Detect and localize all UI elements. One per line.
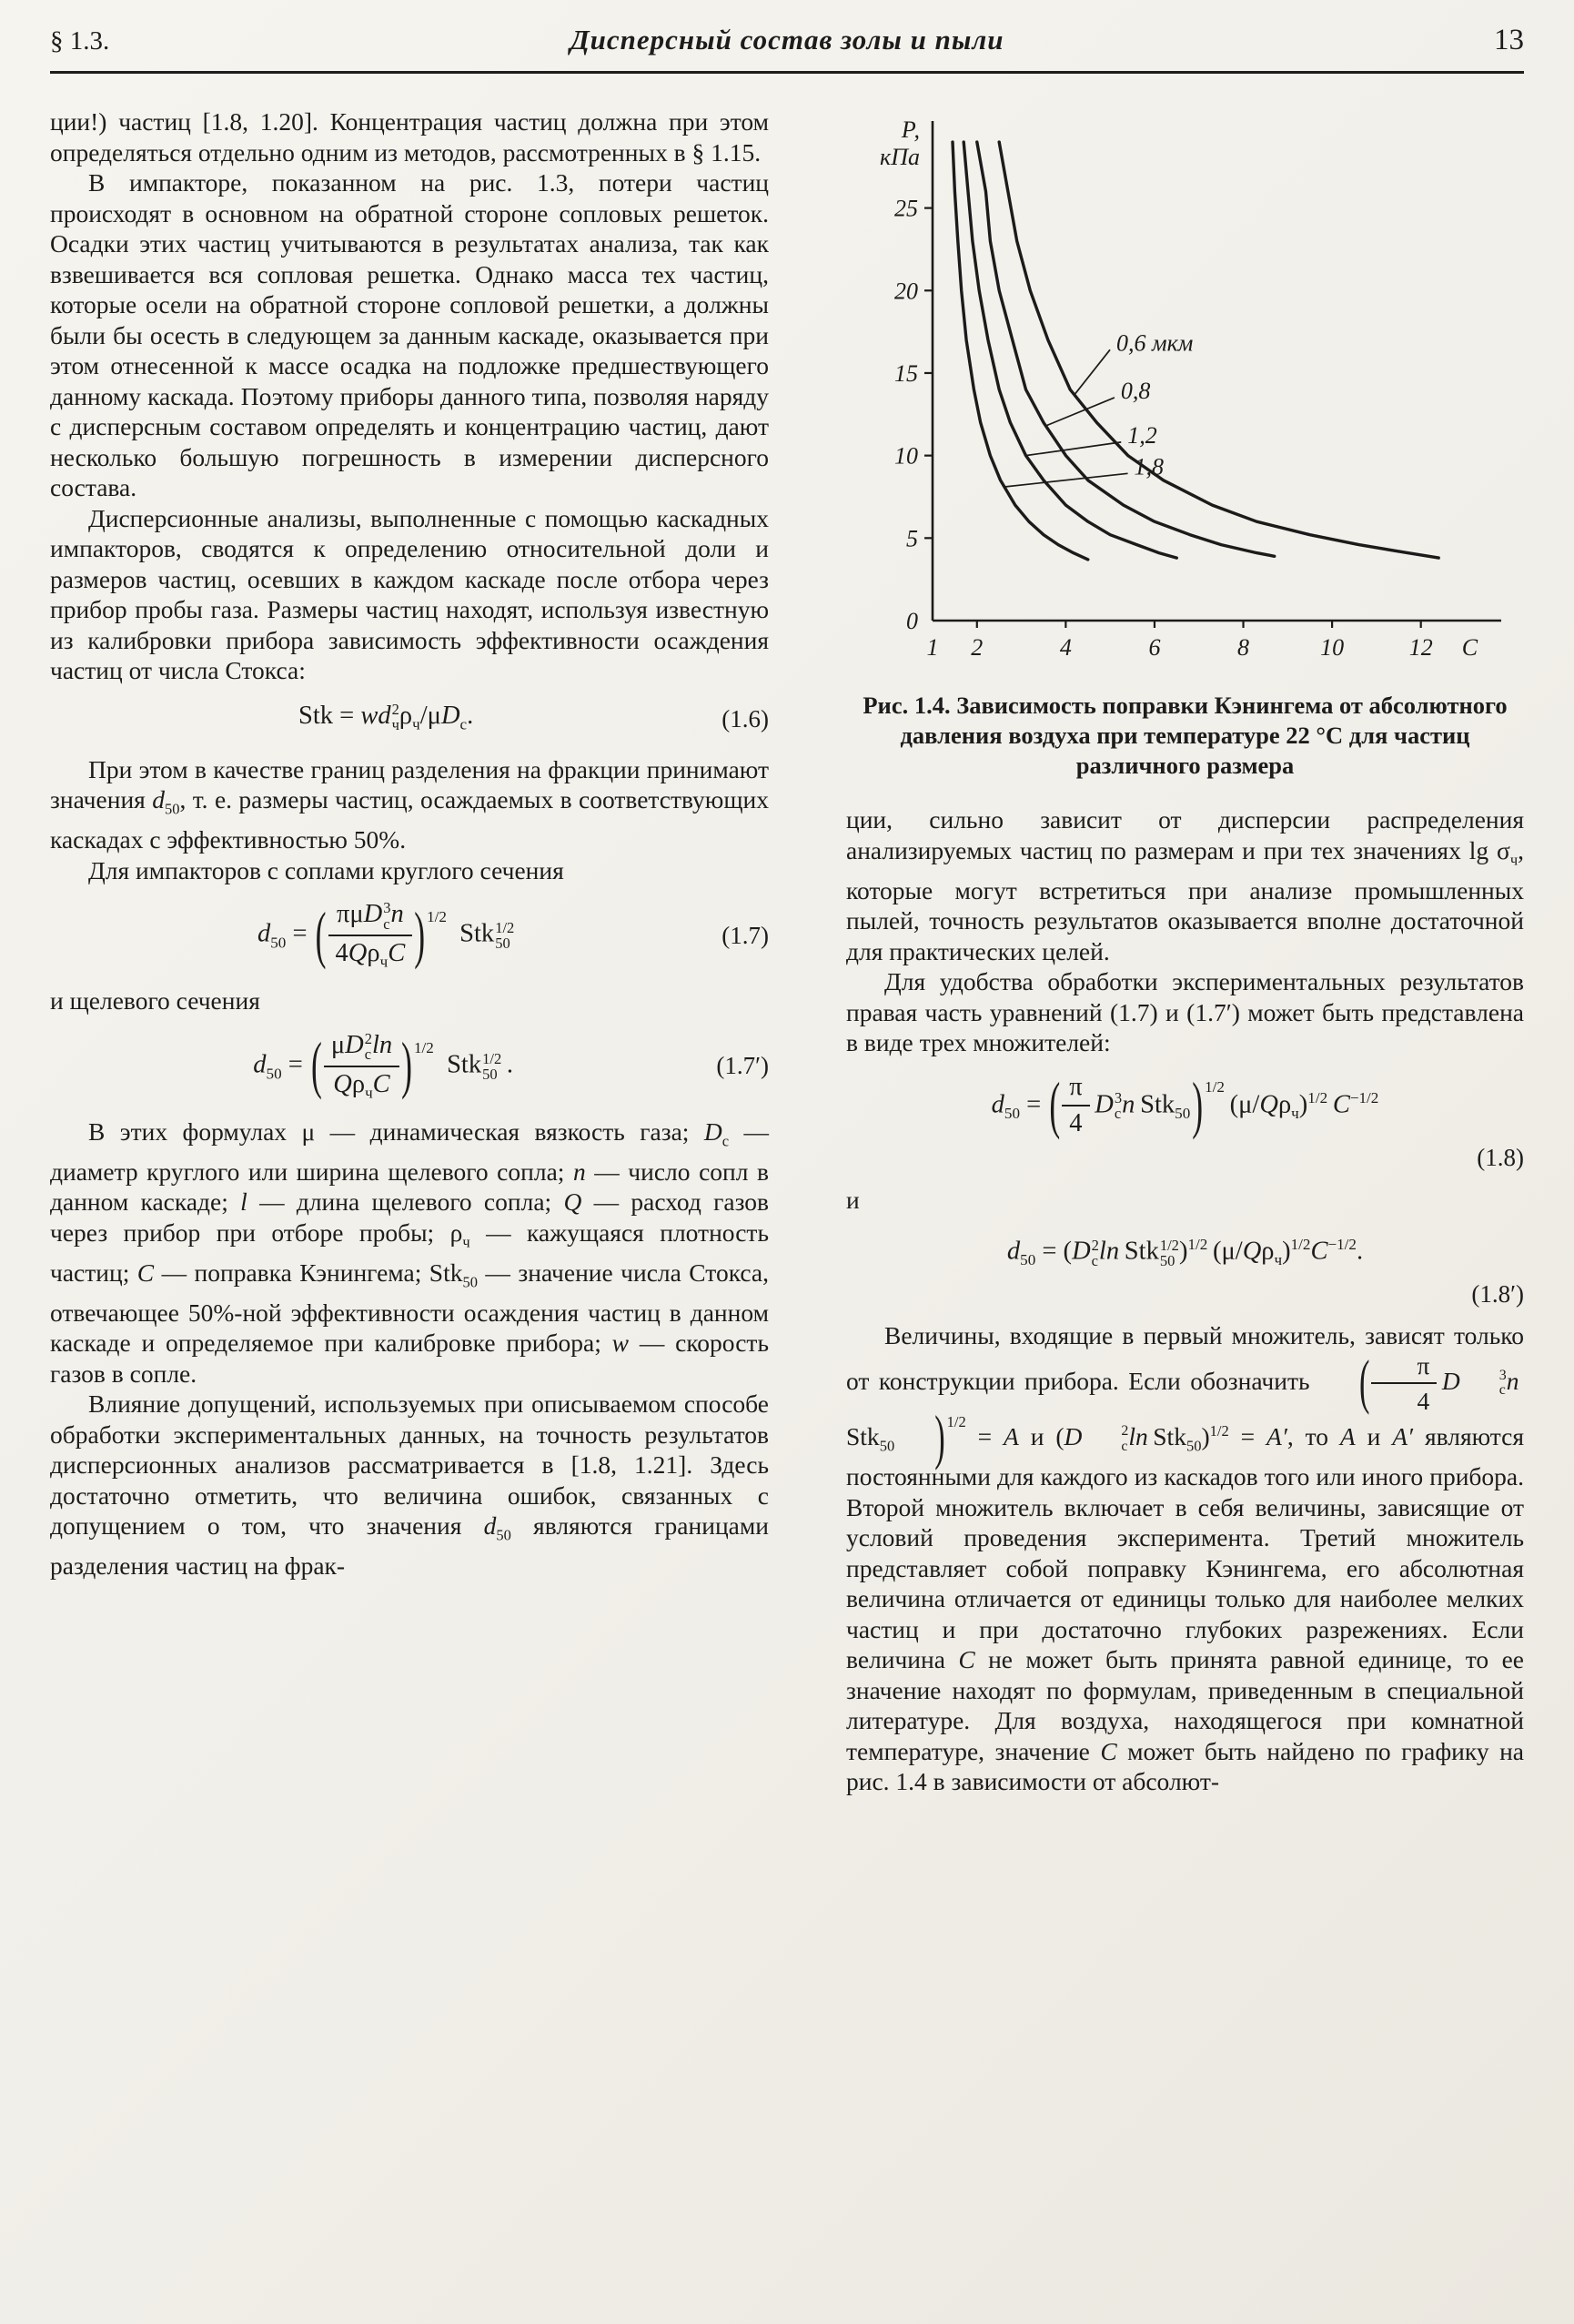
svg-text:0: 0 [906,608,918,634]
paragraph: В этих формулах μ — динамическая вязкость газа; $D_с$ — диаметр круглого или ширина щелевого сопла; n — число сопл в данном каскаде; l — длина щелевого сопла; Q — расход газов через прибор при отборе пробы; $\rho_ч$ — кажущаяся плотность частиц; C — поправка Кэнингема; Stk$_{50}$ — значение числа Стокса, отвечающее 50%-ной эффективности осаждения частиц в данном каскаде и определяемое при калибровке прибора; w — скорость газов в сопле. [50,1117,770,1388]
paragraph: Дисперсионные анализы, выполненные с помощью каскадных импакторов, сводятся к определению относительной доли и размеров частиц, осевших в каждом каскаде после отбора через прибор пробы газа. Размеры частиц находят, используя известную из калибровки прибора зависимость эффективности осаждения частиц от числа Стокса: [50,503,769,684]
svg-text:20: 20 [894,278,918,305]
right-column [846,106,1524,1797]
svg-text:6: 6 [1148,634,1161,661]
svg-text:1: 1 [926,634,939,661]
running-title: Дисперсный состав золы и пыли [570,24,1004,56]
svg-text:5: 5 [906,525,918,552]
cunningham-correction-chart [846,106,1524,680]
equation-1-6 [50,701,769,740]
svg-text:0,8: 0,8 [1120,377,1151,404]
svg-text:0,6 мкм: 0,6 мкм [1116,329,1194,357]
svg-text:10: 10 [894,442,918,470]
svg-text:12: 12 [1408,634,1433,661]
equation-number: (1.7′) [716,1052,769,1080]
paragraph: Величины, входящие в первый множитель, зависят только от конструкции прибора. Если обозначить ( $\frac{\pi}{4}$ D 3 с n Stk$_{50}$ ) $^{1/2}$ = A и (D 2 с ln Stk$_{50}$)$^{1/2}$ = A′, то A и A′ являются постоянными для каждого из каскадов того или иного прибора. Второй множитель включает в себя величины, зависящие от условий проведения эксперимента. Третий множитель представляет собой поправку Кэнингема, его абсолютная величина отличается от единицы только для наиболее мелких частиц и при достаточно глубоких разрежениях. Если величина C не может быть принята равной единице, то ее значение находят по формулам, приведенным в специальной литературе. Для воздуха, находящегося при комнатной температуре, значение C может быть найдено по графику на рис. 1.4 в зависимости от абсолют- [846,1321,1525,1796]
equation-1-8-prime [846,1229,1524,1276]
svg-text:1,8: 1,8 [1134,453,1165,480]
svg-text:1,2: 1,2 [1127,421,1157,449]
svg-text:8: 8 [1237,634,1250,661]
svg-text:10: 10 [1320,634,1345,661]
section-number: § 1.3. [50,26,110,56]
formula-stokes: Stk = wd 2 ч $\rho_ч/\mu D_с$. [298,700,474,733]
figure-1-4 [846,106,1524,781]
formula-d50-three-factors-round: $d_{50}$ = ( $\frac{\pi}{4}$ D 3 с n Stk$_{50}$) $^{1/2}$ $(\mu/Q\rho_ч)^{1/2}$ $C^{-1/2}$ [991,1068,1379,1140]
figure-caption: Рис. 1.4. Зависимость поправки Кэнингема от абсолютного давления воздуха при температуре 22 °С для частиц различного размера [863,692,1508,779]
svg-text:кПа: кПа [880,144,920,170]
two-column-layout [50,106,1524,1797]
paragraph: При этом в качестве границ разделения на фракции принимают значения $d_{50}$, т. е. размеры частиц, осаждаемых в соответствующих каскадах с эффективностью 50%. [50,754,769,854]
svg-text:2: 2 [971,634,984,661]
equation-number: (1.6) [721,705,769,733]
formula-d50-round-nozzle: $d_{50}$ = ( πμD 3 с n $4Q\rho_чC$ ) $^{1/2}$ Stk 1/2 50 [257,898,515,971]
formula-d50-three-factors-slot: $d_{50} = (D$ 2 с ln Stk 1/2 50 )$^{1/2}$ $(\mu/Q\rho_ч)^{1/2}C^{-1/2}$. [1006,1236,1364,1269]
svg-text:Р,: Р, [901,116,920,143]
paragraph: Для импакторов с соплами круглого сечения [88,855,564,884]
svg-text:С: С [1461,634,1478,661]
equation-1-7 [50,900,769,971]
header-rule [50,71,1524,74]
equation-number: (1.8′) [1471,1279,1524,1308]
equation-1-7-prime [50,1031,769,1102]
equation-1-8 [846,1068,1524,1140]
page-number: 13 [1494,24,1524,56]
svg-text:4: 4 [1059,634,1072,661]
formula-d50-slot-nozzle: $d_{50}$ = ( μD 2 с ln $Q\rho_чC$ ) $^{1/2}$ Stk 1/2 50 . [253,1029,514,1102]
svg-text:15: 15 [894,359,918,387]
page-header [50,24,1524,67]
svg-text:25: 25 [894,195,918,222]
paragraph: В импакторе, показанном на рис. 1.3, потери частиц происходят в основном на обратной стороне сопловых решеток. Осадки этих частиц учитываются в результатах анализа, так как взвешивается вся сопловая решетка. Однако масса тех частиц, которые осели на обратной стороне сопловой решетки, а должны были бы осесть в следующем за данным каскаде, оказывается при этом отнесенной к массе осадка на подложке предшествующего данному каскада. Поэтому приборы данного типа, позволяя наряду с дисперсным составом определять и концентрацию частиц, дают несколько большую погрешность в измерении дисперсного состава. [50,168,769,501]
connector-word: и [846,1185,860,1214]
equation-number: (1.8) [1477,1144,1524,1172]
paragraph: и щелевого сечения [50,986,260,1015]
paragraph: Для удобства обработки экспериментальных результатов правая часть уравнений (1.7) и (1.7′) может быть представлена в виде трех множителей: [846,967,1524,1056]
paragraph: ции!) частиц [1.8, 1.20]. Концентрация частиц должна при этом определяться отдельно одним из методов, рассмотренных в § 1.15. [50,107,769,167]
left-column [50,106,769,1797]
equation-number: (1.7) [721,921,769,949]
paragraph: ции, сильно зависит от дисперсии распределения анализируемых частиц по размерам и при тех значениях $\lg \sigma_ч$, которые могут встретиться при анализе промышленных пылей, точность результатов оказывается вполне достаточной для практических целей. [846,805,1524,965]
paragraph: Влияние допущений, используемых при описываемом способе обработки экспериментальных данных, на точность результатов дисперсионных анализов рассматривается в [1.8, 1.21]. Здесь достаточно отметить, что величина ошибок, связанных с допущением о том, что значения $d_{50}$ являются границами разделения частиц на фрак- [50,1389,769,1581]
